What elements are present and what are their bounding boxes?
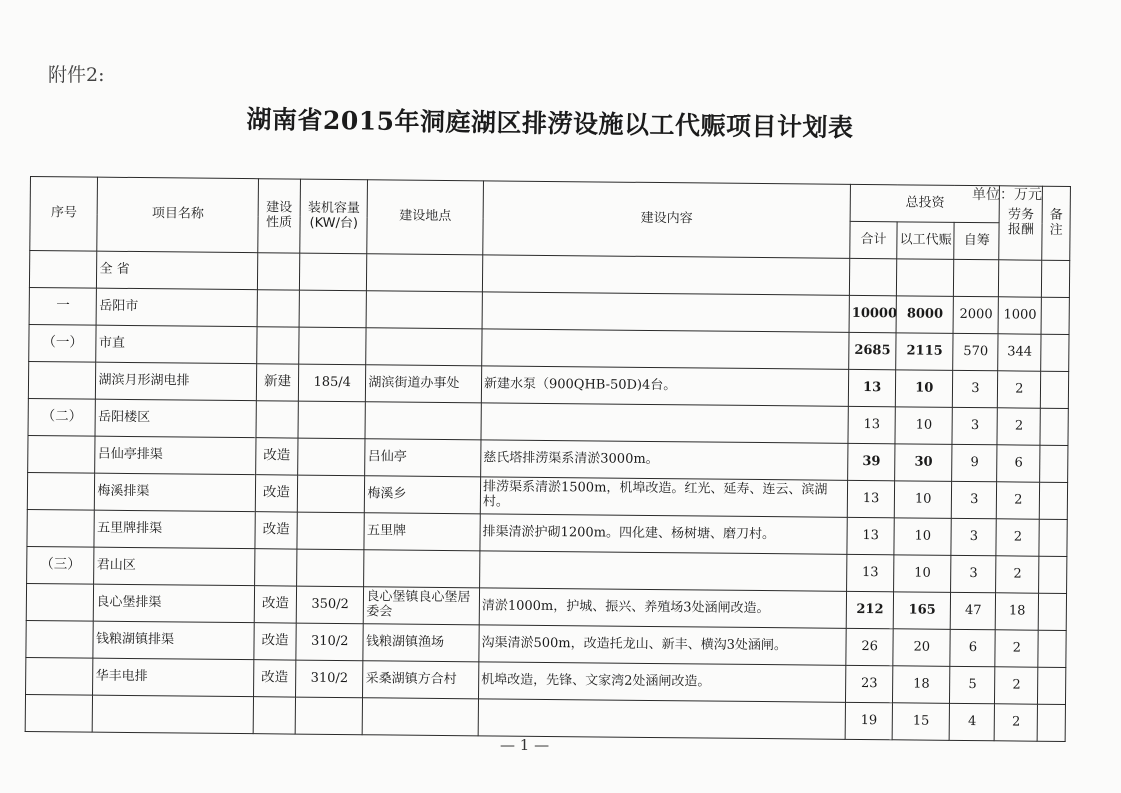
cell-location [366,291,482,329]
cell-total: 13 [847,480,894,517]
cell-seq [25,694,93,732]
cell-remarks [1041,334,1069,371]
cell-nature: 改造 [254,586,296,623]
cell-nature: 改造 [255,512,297,549]
cell-capacity [299,327,367,365]
cell-location: 良心堡镇良心堡居委会 [364,587,480,625]
cell-location [367,254,483,292]
attachment-label: 附件2: [48,64,105,86]
cell-project-name: 钱粮湖镇排渠 [93,621,254,660]
cell-seq [26,657,94,695]
cell-seq [27,509,95,547]
cell-capacity: 350/2 [296,586,364,624]
cell-seq [29,251,97,289]
cell-seq [26,583,94,621]
cell-content [482,292,849,333]
cell-content [482,329,849,370]
cell-project-name: 良心堡排渠 [94,584,255,623]
col-remarks-header: 备注 [1042,186,1070,260]
cell-remarks [1040,482,1068,519]
cell-self-raised: 2000 [953,296,998,333]
unit-label: 单位：万元 [972,187,1042,203]
cell-location [365,402,481,440]
cell-work-relief: 30 [895,444,953,482]
cell-nature [253,697,295,734]
cell-self-raised: 3 [951,518,996,555]
cell-seq: （三） [27,546,95,584]
header-row-1 [30,177,1070,224]
col-total-investment-header: 总投资 [850,184,1000,222]
cell-nature [255,549,297,586]
cell-work-relief: 10 [894,481,952,519]
cell-remarks [1041,297,1069,334]
cell-total: 39 [848,443,895,480]
cell-self-raised: 5 [950,666,995,703]
cell-capacity: 185/4 [298,364,366,402]
cell-location: 湖滨街道办事处 [366,365,482,403]
cell-labor: 2 [996,519,1039,556]
col-total-header: 合计 [850,221,897,258]
cell-total: 13 [847,554,894,591]
cell-remarks [1037,704,1065,741]
cell-labor: 1000 [998,297,1041,334]
cell-location: 采桑湖镇方合村 [363,661,479,699]
col-labor-header: 劳务报酬 [999,186,1043,260]
cell-labor: 2 [998,371,1041,408]
cell-project-name: 君山区 [94,547,255,586]
cell-work-relief: 10 [894,518,952,556]
cell-work-relief: 165 [893,592,951,630]
cell-total: 2685 [849,332,896,369]
cell-content: 排渠清淤护砌1200m。四化建、杨树塘、磨刀村。 [480,514,847,555]
cell-remarks [1038,593,1066,630]
cell-location [366,328,482,366]
col-seq-header: 序号 [30,177,98,252]
cell-capacity [298,401,366,439]
cell-total: 212 [846,591,893,628]
col-capacity-header: 装机容量(KW/台) [300,179,368,254]
cell-labor: 2 [995,630,1038,667]
cell-capacity [297,475,365,513]
cell-location: 梅溪乡 [365,476,481,514]
cell-work-relief: 18 [893,666,951,704]
cell-self-raised: 3 [952,481,997,518]
cell-seq: 一 [29,287,97,325]
cell-project-name: 全 省 [97,251,258,290]
cell-capacity: 310/2 [295,660,363,698]
cell-location [363,698,479,736]
cell-project-name: 吕仙亭排渠 [95,436,256,475]
cell-content [478,699,845,740]
cell-nature: 改造 [254,660,296,697]
cell-nature [257,290,299,327]
cell-total: 23 [846,665,893,702]
cell-self-raised: 570 [953,333,998,370]
cell-total: 19 [845,702,892,739]
cell-nature: 改造 [254,623,296,660]
cell-remarks [1039,519,1067,556]
cell-work-relief: 15 [892,703,950,741]
cell-content: 清淤1000m，护城、振兴、养殖场3处涵闸改造。 [479,588,846,629]
cell-work-relief [897,259,955,297]
cell-work-relief: 10 [894,555,952,593]
cell-remarks [1041,371,1069,408]
cell-labor: 18 [996,593,1039,630]
cell-self-raised: 9 [952,444,997,481]
cell-work-relief: 2115 [896,333,954,371]
cell-self-raised: 3 [953,370,998,407]
cell-total: 26 [846,628,893,665]
cell-nature [257,327,299,364]
cell-work-relief: 20 [893,629,951,667]
cell-remarks [1042,260,1070,297]
cell-capacity: 310/2 [296,623,364,661]
cell-content: 沟渠清淤500m，改造托龙山、新丰、横沟3处涵闸。 [479,625,846,666]
cell-total [849,258,896,295]
cell-remarks [1040,408,1068,445]
cell-content [481,403,848,444]
cell-total: 13 [848,406,895,443]
cell-nature [256,401,298,438]
cell-capacity [298,438,366,476]
cell-seq [26,620,94,658]
cell-project-name: 岳阳市 [97,288,258,327]
cell-total: 13 [847,517,894,554]
cell-content: 排涝渠系清淤1500m，机埠改造。红光、延寿、连云、滨湖村。 [480,477,847,518]
cell-nature [257,253,299,290]
cell-remarks [1039,556,1067,593]
cell-nature: 改造 [255,475,297,512]
cell-content: 机埠改造，先锋、文家湾2处涵闸改造。 [478,662,845,703]
cell-project-name: 湖滨月形湖电排 [96,362,257,401]
cell-location: 五里牌 [364,513,480,551]
cell-work-relief: 10 [895,407,953,445]
cell-total: 10000 [849,295,896,332]
cell-capacity [297,549,365,587]
cell-location: 钱粮湖镇渔场 [363,624,479,662]
cell-capacity [299,253,367,291]
cell-project-name: 岳阳楼区 [95,399,256,438]
plan-table [25,176,1071,742]
cell-work-relief: 8000 [896,296,954,334]
cell-seq: （二） [28,398,96,436]
cell-seq: （一） [29,324,97,362]
cell-seq [28,361,96,399]
cell-seq [27,472,95,510]
cell-content [480,551,847,592]
cell-self-raised: 47 [951,592,996,629]
cell-capacity [295,697,363,735]
cell-labor: 6 [997,445,1040,482]
cell-labor: 344 [998,334,1041,371]
cell-content: 新建水泵（900QHB-50D)4台。 [481,366,848,407]
cell-labor [999,260,1042,297]
cell-content: 慈氏塔排涝渠系清淤3000m。 [481,440,848,481]
cell-self-raised: 6 [950,629,995,666]
cell-self-raised: 4 [950,703,995,740]
cell-self-raised: 3 [952,407,997,444]
cell-labor: 2 [995,667,1038,704]
col-self-header: 自筹 [954,222,999,259]
cell-location: 吕仙亭 [365,439,481,477]
table-body [25,251,1070,742]
cell-labor: 2 [996,556,1039,593]
col-name-header: 项目名称 [97,177,258,253]
cell-work-relief: 10 [895,370,953,408]
cell-remarks [1040,445,1068,482]
cell-capacity [299,290,367,328]
cell-labor: 2 [997,408,1040,445]
cell-capacity [297,512,365,550]
document-title: 湖南省2015年洞庭湖区排涝设施以工代赈项目计划表 [246,104,854,143]
cell-project-name: 五里牌排渠 [94,510,255,549]
page-number: — 1 — [500,736,550,754]
cell-seq [28,435,96,473]
col-nature-header: 建设性质 [258,179,301,253]
col-location-header: 建设地点 [367,180,483,255]
col-content-header: 建设内容 [483,181,851,259]
cell-remarks [1038,667,1066,704]
col-relief-header: 以工代赈 [897,222,955,260]
cell-remarks [1038,630,1066,667]
plan-table-container [25,176,1071,742]
cell-project-name: 市直 [96,325,257,364]
cell-self-raised: 3 [951,555,996,592]
cell-project-name: 梅溪排渠 [95,473,256,512]
cell-nature: 改造 [256,438,298,475]
cell-nature: 新建 [256,364,298,401]
cell-location [364,550,480,588]
cell-project-name: 华丰电排 [93,658,254,697]
cell-total: 13 [848,369,895,406]
cell-content [482,255,849,296]
cell-self-raised [954,259,999,296]
cell-labor: 2 [997,482,1040,519]
cell-project-name [93,695,254,734]
cell-labor: 2 [994,704,1037,741]
